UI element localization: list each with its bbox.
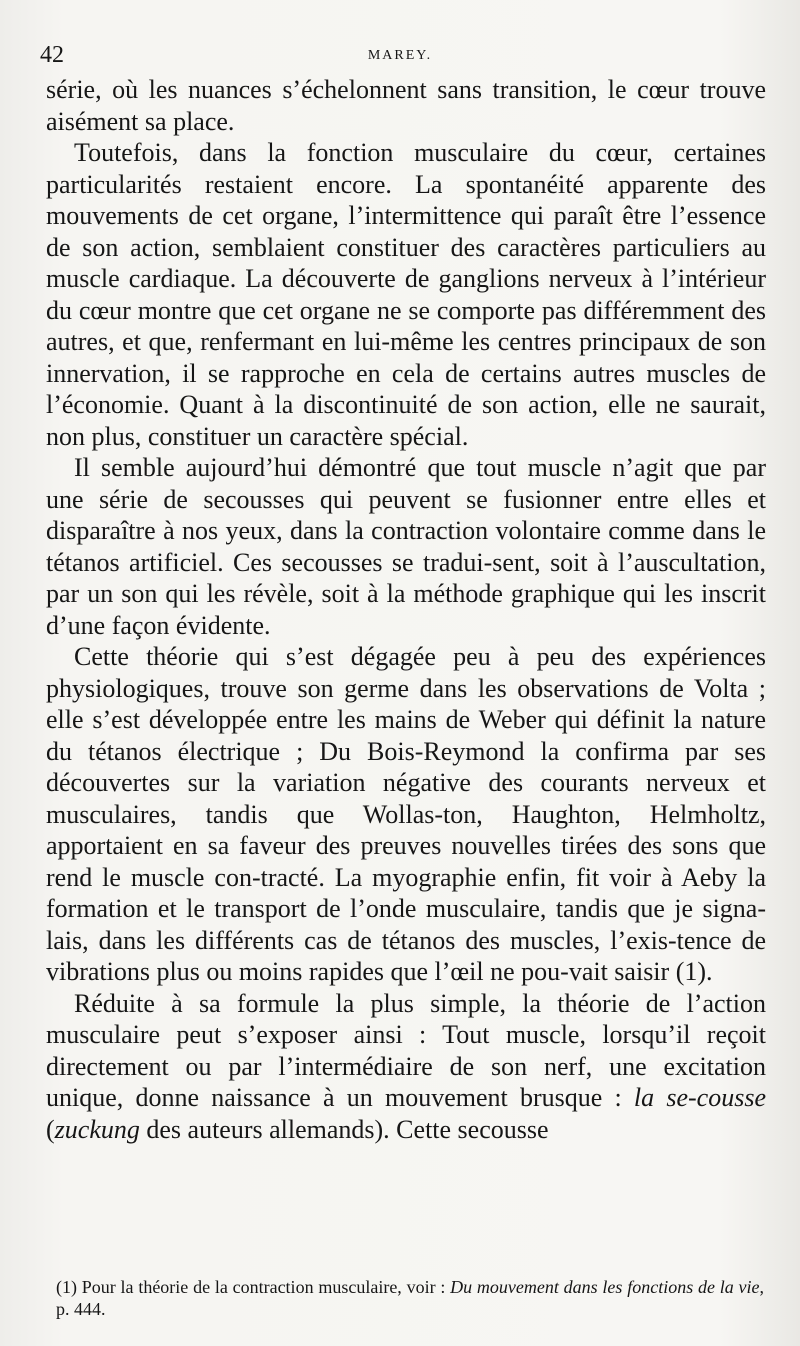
- paragraph-heart-particularities: Toutefois, dans la fonction musculaire du cœur, certaines particularités restaient encore. La spontanéité apparente des mouvements de cet organe, l’intermittence qui paraît être l’essence de son action, semblaient constituer des caractères particuliers au muscle cardiaque. La découverte de ganglions nerveux à l’intérieur du cœur montre que cet organe ne se comporte pas différemment des autres, et que, renfermant en lui-même les centres principaux de son innervation, il se rapproche en cela de certains autres muscles de l’économie. Quant à la discontinuité de son action, elle ne saurait, non plus, constituer un caractère spécial.: [46, 138, 766, 451]
- paragraph-text-middle: (: [46, 1114, 55, 1144]
- footnote-marker: (1): [56, 1277, 77, 1297]
- footnote-page-ref: , p. 444.: [56, 1277, 764, 1319]
- body-text: [46, 74, 766, 1145]
- footnote-book-title: Du mouvement dans les fonctions de la vie: [450, 1277, 760, 1297]
- running-head: MAREY.: [367, 48, 433, 63]
- paragraph-muscle-secousses: Il semble aujourd’hui démontré que tout muscle n’agit que par une série de secousses qui peuvent se fusionner entre elles et disparaître à nos yeux, dans la contraction volontaire comme dans le tétanos artificiel. Ces secousses se tradui-sent, soit à l’auscultation, par un son qui les révèle, soit à la méthode graphique qui les inscrit d’une façon évidente.: [46, 453, 766, 640]
- paragraph-theory-history: Cette théorie qui s’est dégagée peu à peu des expériences physiologiques, trouve son germe dans les observations de Volta ; elle s’est développée entre les mains de Weber qui définit la nature du tétanos électrique ; Du Bois-Reymond la confirma par ses découvertes sur la variation négative des courants nerveux et musculaires, tandis que Wollas-ton, Haughton, Helmholtz, apportaient en sa faveur des preuves nouvelles tirées des sons que rend le muscle con-tracté. La myographie enfin, fit voir à Aeby la formation et le transport de l’onde musculaire, tandis que je signa-lais, dans les différents cas de tétanos des muscles, l’exis-tence de vibrations plus ou moins rapides que l’œil ne pou-vait saisir (1).: [46, 642, 766, 986]
- paragraph-muscular-theory-formula: [46, 988, 766, 1146]
- page-number: 42: [40, 42, 64, 68]
- page-header: [40, 40, 760, 70]
- paragraph-text-start: Réduite à sa formule la plus simple, la théorie de l’action musculaire peut s’exposer ainsi : Tout muscle, lorsqu’il reçoit directement ou par l’intermédiaire de son nerf, une excitation unique, donne naissance à un mouvement brusque :: [46, 988, 766, 1112]
- footnote-text: Pour la théorie de la contraction musculaire, voir :: [77, 1277, 451, 1297]
- footnote: [56, 1276, 764, 1320]
- paragraph-text-end: des auteurs allemands). Cette secousse: [139, 1114, 549, 1144]
- italic-term-secousse: la se-cousse: [633, 1083, 766, 1112]
- paragraph-continuation: série, où les nuances s’échelonnent sans transition, le cœur trouve aisément sa place.: [46, 75, 766, 136]
- italic-term-zuckung: zuckung: [54, 1114, 140, 1144]
